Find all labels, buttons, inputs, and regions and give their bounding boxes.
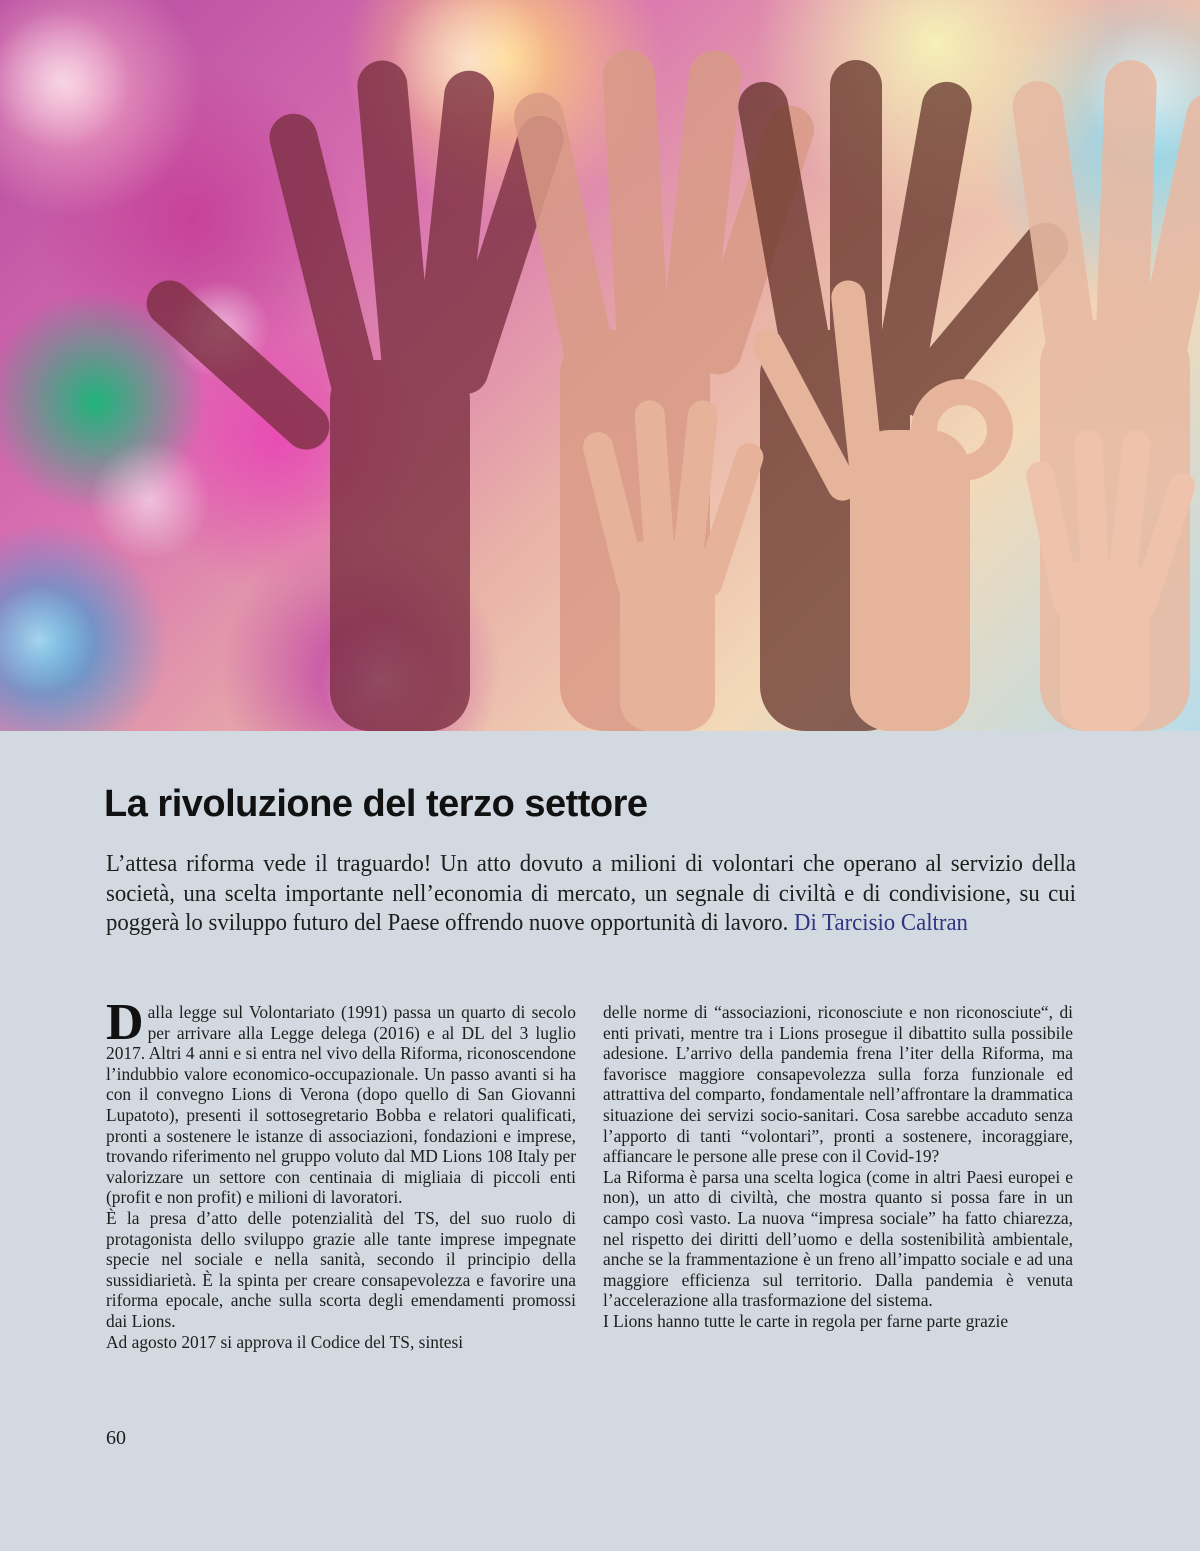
drop-cap: D xyxy=(106,994,144,1051)
hero-image xyxy=(0,0,1200,731)
paragraph: I Lions hanno tutte le carte in regola per farne parte grazie xyxy=(603,1310,1009,1331)
article-column-left xyxy=(106,994,576,1352)
raised-hands-photo-icon xyxy=(0,0,1200,731)
lead-text: L’attesa riforma vede il traguardo! Un atto dovuto a milioni di volontari che operano al servizio della società, una scelta importante nell’economia di mercato, un segnale di civiltà e di condivisione, su cui poggerà lo sviluppo futuro del Paese offrendo nuove opportunità di lavoro. xyxy=(106,850,1076,936)
paragraph: delle norme di “associazioni, riconosciute e non riconosciute“, di enti privati, mentre tra i Lions prosegue il dibattito sulla possibile adesione. L’arrivo della pandemia frena l’iter della Riforma, ma favorisce maggiore consapevolezza sulla forza funzionale ed attrattiva del comparto, fondamentale nell’affrontare la drammatica situazione dei servizi socio-sanitari. Cosa sarebbe accaduto senza l’apporto di tanti “volontari”, pronti a sostenere, incoraggiare, affiancare le persone alle prese con il Covid-19? xyxy=(603,1002,1073,1167)
paragraph-text: alla legge sul Volontariato (1991) passa un quarto di secolo per arrivare alla Legge delega (2016) e al DL del 3 luglio 2017. Altri 4 anni e si entra nel vivo della Riforma, riconoscendone l’indubbio valore economico-occupazionale. Un passo avanti si ha con il convegno Lions di Verona (dopo quello di San Giovanni Lupatoto), presenti il sottosegretario Bobba e relatori qualificati, pronti a sostenere le istanze di associazioni, fondazioni e imprese, trovando riferimento nel gruppo voluto dal MD Lions 108 Italy per valorizzare un settore con centinaia di migliaia di piccoli enti (profit e non profit) e milioni di lavoratori. xyxy=(106,1002,576,1208)
paragraph: È la presa d’atto delle potenzialità del TS, del suo ruolo di protagonista dello sviluppo grazie alle tante imprese impegnate specie nel sociale e nella sanità, secondo il principio della sussidiarietà. È la spinta per creare consapevolezza e favorire una riforma epocale, anche sulla scorta degli emendamenti promossi dai Lions. xyxy=(106,1207,576,1331)
paragraph: La Riforma è parsa una scelta logica (come in altri Paesi europei e non), un atto di civiltà, che mostra quanto si possa fare in un campo così vasto. La nuova “impresa sociale” ha fatto chiarezza, nel rispetto dei diritti dell’uomo e della sostenibilità ambientale, anche se la frammentazione è un freno all’impatto sociale e ad una maggiore efficienza sul territorio. Dalla pandemia è venuta l’accelerazione alla trasformazione del sistema. xyxy=(603,1166,1073,1311)
article-column-right xyxy=(603,1002,1073,1332)
article-lead xyxy=(106,849,1076,938)
page-number: 60 xyxy=(106,1427,126,1449)
article-byline: Di Tarcisio Caltran xyxy=(794,909,968,936)
paragraph: Ad agosto 2017 si approva il Codice del TS, sintesi xyxy=(106,1331,464,1352)
article-title: La rivoluzione del terzo settore xyxy=(104,783,648,825)
paragraph xyxy=(106,994,576,1208)
